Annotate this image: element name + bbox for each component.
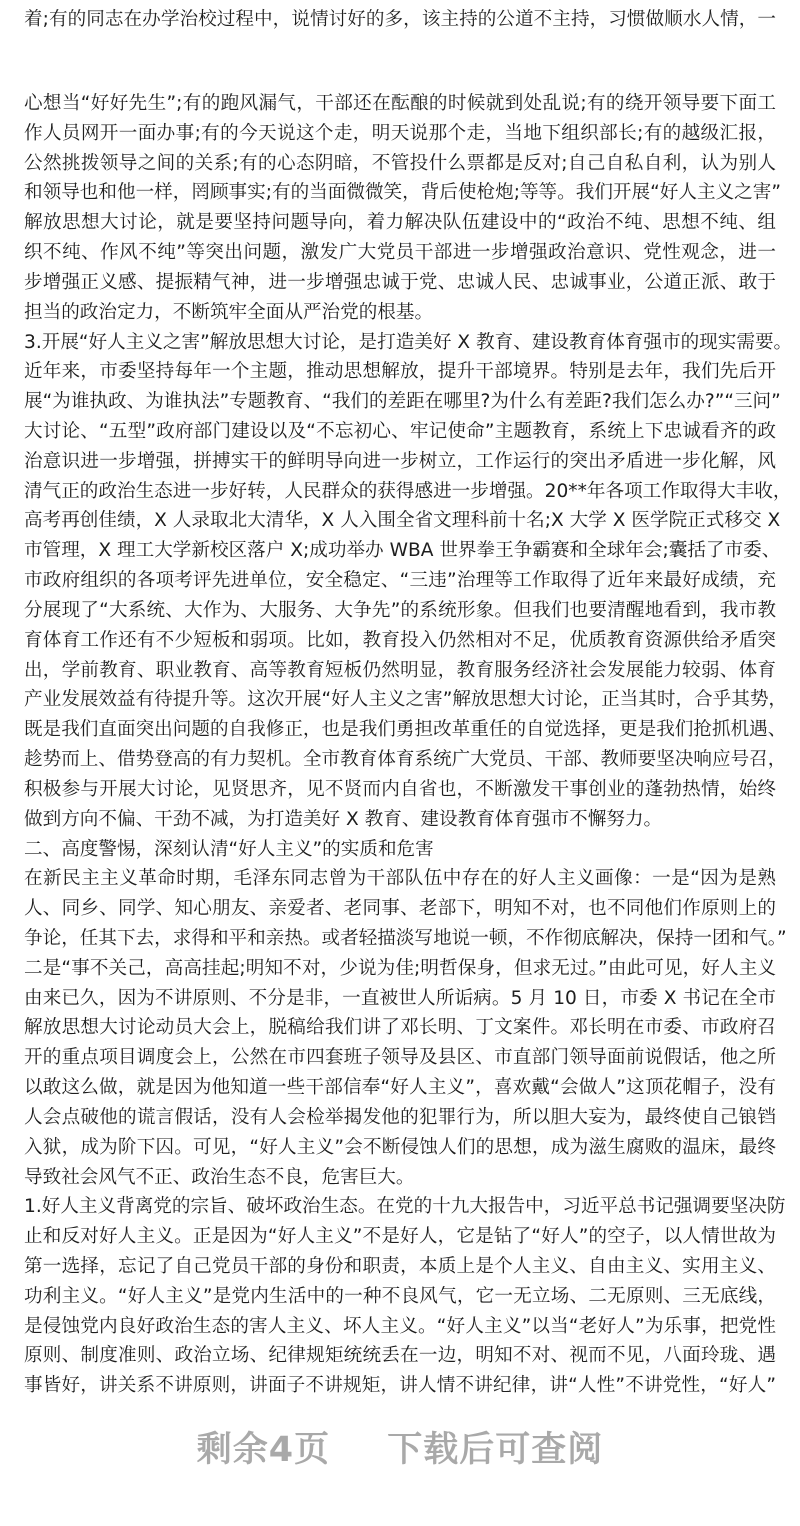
text-line: 事皆好，讲关系不讲原则，讲面子不讲规矩，讲人情不讲纪律，讲“人性”不讲党性，“好人”: [24, 1375, 776, 1397]
text-line: 争论，任其下去，求得和平和亲热。或者轻描淡写地说一顿，不作彻底解决，保持一团和气。”: [24, 927, 787, 949]
text-line: 市政府组织的各项考评先进单位，安全稳定、“三违”治理等工作取得了近年来最好成绩，充: [24, 570, 776, 592]
text-line: 开的重点项目调度会上，公然在市四套班子领导及县区、市直部门领导面前说假话，他之所: [24, 1047, 776, 1069]
text-line: 做到方向不偏、干劲不减，为打造美好 X 教育、建设教育体育强市不懈努力。: [24, 808, 663, 830]
text-line: 产业发展效益有待提升等。这次开展“好人主义之害”解放思想大讨论，正当其时，合乎其势，: [24, 689, 788, 711]
download-banner[interactable]: [0, 1422, 800, 1472]
text-line: 解放思想大讨论动员大会上，脱稿给我们讲了邓长明、丁文案件。邓长明在市委、市政府召: [24, 1017, 776, 1039]
text-line: 步增强正义感、提振精气神，进一步增强忠诚于党、忠诚人民、忠诚事业，公道正派、敢于: [24, 271, 776, 293]
text-line: 出，学前教育、职业教育、高等教育短板仍然明显，教育服务经济社会发展能力较弱、体育: [24, 659, 776, 681]
text-line: 以敢这么做，就是因为他知道一些干部信奉“好人主义”，喜欢戴“会做人”这顶花帽子，没有: [24, 1077, 776, 1099]
text-line: 育体育工作还有不少短板和弱项。比如，教育投入仍然相对不足，优质教育资源供给矛盾突: [24, 629, 776, 651]
text-line: 公然挑拨领导之间的关系;有的心态阴暗，不管投什么票都是反对;自己自私自利，认为别人: [24, 152, 776, 174]
text-line: 二、高度警惕，深刻认清“好人主义”的实质和危害: [24, 838, 434, 860]
text-line: 既是我们直面突出问题的自我修正，也是我们勇担改革重任的自觉选择，更是我们抢抓机遇、: [24, 719, 787, 741]
text-line: 近年来，市委坚持每年一个主题，推动思想解放，提升干部境界。特别是去年，我们先后开: [24, 361, 776, 383]
text-line: 担当的政治定力，不断筑牢全面从严治党的根基。: [24, 301, 434, 323]
text-line: 二是“事不关己，高高挂起;明知不对，少说为佳;明哲保身，但求无过。”由此可见，好人主义: [24, 957, 776, 979]
download-prompt-label[interactable]: 下载后可查阅: [387, 1430, 604, 1470]
text-line: 心想当“好好先生”;有的跑风漏气，干部还在酝酿的时候就到处乱说;有的绕开领导要下面工: [24, 93, 776, 114]
text-line: 和领导也和他一样，罔顾事实;有的当面微微笑，背后使枪炮;等等。我们开展“好人主义之害”: [24, 182, 781, 204]
text-line: 止和反对好人主义。正是因为“好人主义”不是好人，它是钻了“好人”的空子，以人情世故为: [24, 1226, 776, 1248]
text-line: 人、同乡、同学、知心朋友、亲爱者、老同事、老部下，明知不对，也不同他们作原则上的: [24, 898, 776, 920]
top-fragment-line: 着;有的同志在办学治校过程中，说情讨好的多，该主持的公道不主持，习惯做顺水人情，一: [24, 9, 776, 30]
text-line: 3.开展“好人主义之害”解放思想大讨论，是打造美好 X 教育、建设教育体育强市的现实需要。: [24, 331, 793, 353]
text-line: 趁势而上、借势登高的有力契机。全市教育体育系统广大党员、干部、教师要坚决响应号召，: [24, 749, 787, 771]
text-line: 清气正的政治生态进一步好转，人民群众的获得感进一步增强。20**年各项工作取得大丰收，: [24, 480, 792, 502]
text-line: 入狱，成为阶下囚。可见，“好人主义”会不断侵蚀人们的思想，成为滋生腐败的温床，最终: [24, 1136, 776, 1158]
text-line: 导致社会风气不正、政治生态不良，危害巨大。: [24, 1166, 415, 1188]
text-line: 第一选择，忘记了自己党员干部的身份和职责，本质上是个人主义、自由主义、实用主义、: [24, 1255, 776, 1277]
text-line: 人会点破他的谎言假话，没有人会检举揭发他的犯罪行为，所以胆大妄为，最终使自己锒铛: [24, 1106, 776, 1128]
text-line: 1.好人主义背离党的宗旨、破坏政治生态。在党的十九大报告中，习近平总书记强调要坚决防: [24, 1196, 786, 1218]
text-line: 治意识进一步增强，拼搏实干的鲜明导向进一步树立，工作运行的突出矛盾进一步化解，风: [24, 450, 776, 472]
text-line: 原则、制度准则、政治立场、纪律规矩统统丢在一边，明知不对、视而不见，八面玲珑、遇: [24, 1345, 776, 1367]
remaining-pages-label: 剩余4页: [196, 1430, 331, 1470]
text-line: 在新民主主义革命时期，毛泽东同志曾为干部队伍中存在的好人主义画像：一是“因为是熟: [24, 868, 776, 890]
text-line: 织不纯、作风不纯”等突出问题，激发广大党员干部进一步增强政治意识、党性观念，进一: [24, 242, 776, 264]
text-line: 高考再创佳绩，X 人录取北大清华，X 人入围全省文理科前十名;X 大学 X 医学院正式移交 X: [24, 510, 781, 532]
text-line: 大讨论、“五型”政府部门建设以及“不忘初心、牢记使命”主题教育，系统上下忠诚看齐的政: [24, 421, 776, 443]
text-line: 积极参与开展大讨论，见贤思齐，见不贤而内自省也，不断激发干事创业的蓬勃热情，始终: [24, 778, 776, 800]
text-line: 是侵蚀党内良好政治生态的害人主义、坏人主义。“好人主义”以当“老好人”为乐事，把党性: [24, 1315, 776, 1337]
text-line: 分展现了“大系统、大作为、大服务、大争先”的系统形象。但我们也要清醒地看到，我市教: [24, 599, 776, 621]
text-line: 解放思想大讨论，就是要坚持问题导向，着力解决队伍建设中的“政治不纯、思想不纯、组: [24, 212, 776, 234]
text-line: 市管理，X 理工大学新校区落户 X;成功举办 WBA 世界拳王争霸赛和全球年会;囊括了市委、: [24, 540, 781, 562]
text-line: 作人员网开一面办事;有的今天说这个走，明天说那个走，当地下组织部长;有的越级汇报，: [24, 122, 776, 144]
text-line: 展“为谁执政、为谁执法”专题教育、“我们的差距在哪里?为什么有差距?我们怎么办?”“三问”: [24, 391, 781, 413]
text-line: 由来已久，因为不讲原则、不分是非，一直被世人所诟病。5 月 10 日，市委 X 书记在全市: [24, 987, 776, 1009]
text-line: 功利主义。“好人主义”是党内生活中的一种不良风气，它一无立场、二无原则、三无底线，: [24, 1285, 776, 1307]
